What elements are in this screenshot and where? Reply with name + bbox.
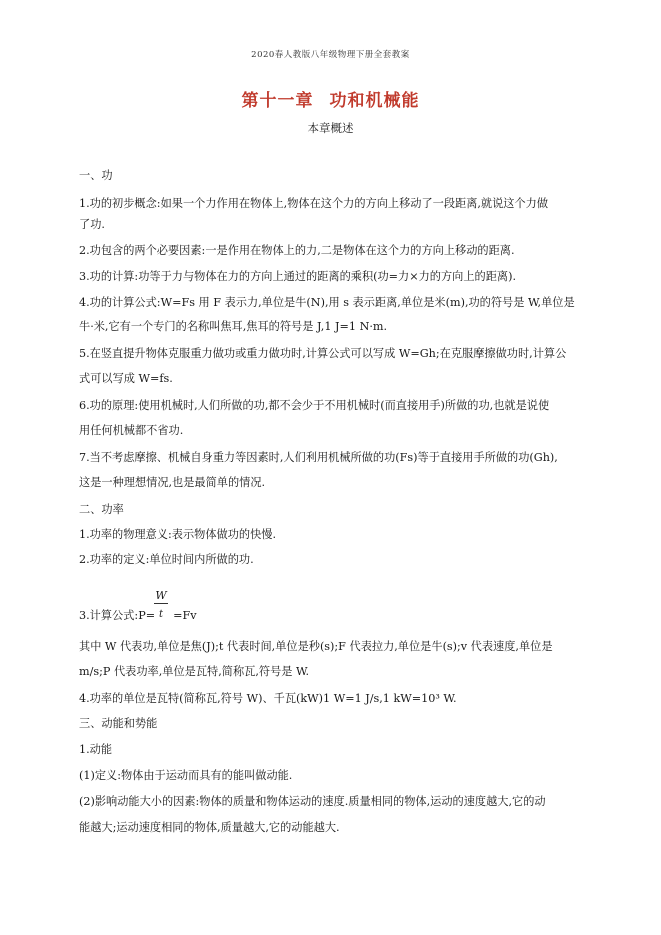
paragraph-line: 5.在竖直提升物体克服重力做功或重力做功时,计算公式可以写成 W=Gh;在克服摩擦做功时,计算公 <box>79 347 567 360</box>
chapter-name: 功和机械能 <box>329 91 420 111</box>
paragraph-line: 4.功的计算公式:W=Fs 用 F 表示力,单位是牛(N),用 s 表示距离,单位是米(m),功的符号是 W,单位是 <box>79 296 575 309</box>
formula-text <box>79 605 197 626</box>
paragraph-line: 1.功的初步概念:如果一个力作用在物体上,物体在这个力的方向上移动了一段距离,就说这个力做 <box>79 197 549 210</box>
paragraph-line: m/s;P 代表功率,单位是瓦特,简称瓦,符号是 W. <box>79 665 310 678</box>
paragraph-line: 1.功率的物理意义:表示物体做功的快慢. <box>79 528 277 541</box>
section-heading: 三、动能和势能 <box>79 717 158 730</box>
paragraph-line: 这是一种理想情况,也是最简单的情况. <box>79 476 266 489</box>
paragraph-line: 其中 W 代表功,单位是焦(J);t 代表时间,单位是秒(s);F 代表拉力,单位是牛(s);v 代表速度,单位是 <box>79 640 553 653</box>
chapter-title <box>0 86 661 111</box>
paragraph-line: 3.功的计算:功等于力与物体在力的方向上通过的距离的乘积(功=力×力的方向上的距离). <box>79 270 517 283</box>
paragraph-line: 2.功率的定义:单位时间内所做的功. <box>79 553 254 566</box>
chapter-subtitle: 本章概述 <box>307 121 354 135</box>
paragraph-line: 6.功的原理:使用机械时,人们所做的功,都不会少于不用机械时(而直接用手)所做的功,也就是说使 <box>79 399 550 412</box>
paragraph-line: 能越大;运动速度相同的物体,质量越大,它的动能越大. <box>79 821 340 834</box>
paragraph-line: (1)定义:物体由于运动而具有的能叫做动能. <box>79 769 293 782</box>
paragraph-line: 1.动能 <box>79 743 113 756</box>
section-heading: 一、功 <box>79 169 113 182</box>
paragraph-line: 式可以写成 W=fs. <box>79 372 173 385</box>
fraction-numerator: W <box>155 589 167 602</box>
section-heading: 二、功率 <box>79 503 124 516</box>
paragraph-line: 牛·米,它有一个专门的名称叫焦耳,焦耳的符号是 J,1 J=1 N·m. <box>79 320 388 333</box>
paragraph-line: 4.功率的单位是瓦特(简称瓦,符号 W)、千瓦(kW)1 W=1 J/s,1 kW=10³ W. <box>79 692 457 705</box>
paragraph-line: (2)影响动能大小的因素:物体的质量和物体运动的速度.质量相同的物体,运动的速度越大,它的动 <box>79 795 546 808</box>
page-header: 2020春人教版八年级物理下册全套教案 <box>251 50 410 60</box>
formula-prefix: 3.计算公式:P= <box>79 609 156 622</box>
chapter-number: 第十一章 <box>241 91 314 111</box>
power-formula <box>79 585 279 625</box>
paragraph-line: 7.当不考虑摩擦、机械自身重力等因素时,人们利用机械所做的功(Fs)等于直接用手所做的功(Gh), <box>79 451 558 464</box>
paragraph-line: 2.功包含的两个必要因素:一是作用在物体上的力,二是物体在这个力的方向上移动的距离. <box>79 244 515 257</box>
formula-suffix: =Fv <box>173 609 197 622</box>
paragraph-line: 了功. <box>79 218 105 231</box>
fraction-denominator: t <box>158 609 164 620</box>
paragraph-line: 用任何机械都不省功. <box>79 424 184 437</box>
